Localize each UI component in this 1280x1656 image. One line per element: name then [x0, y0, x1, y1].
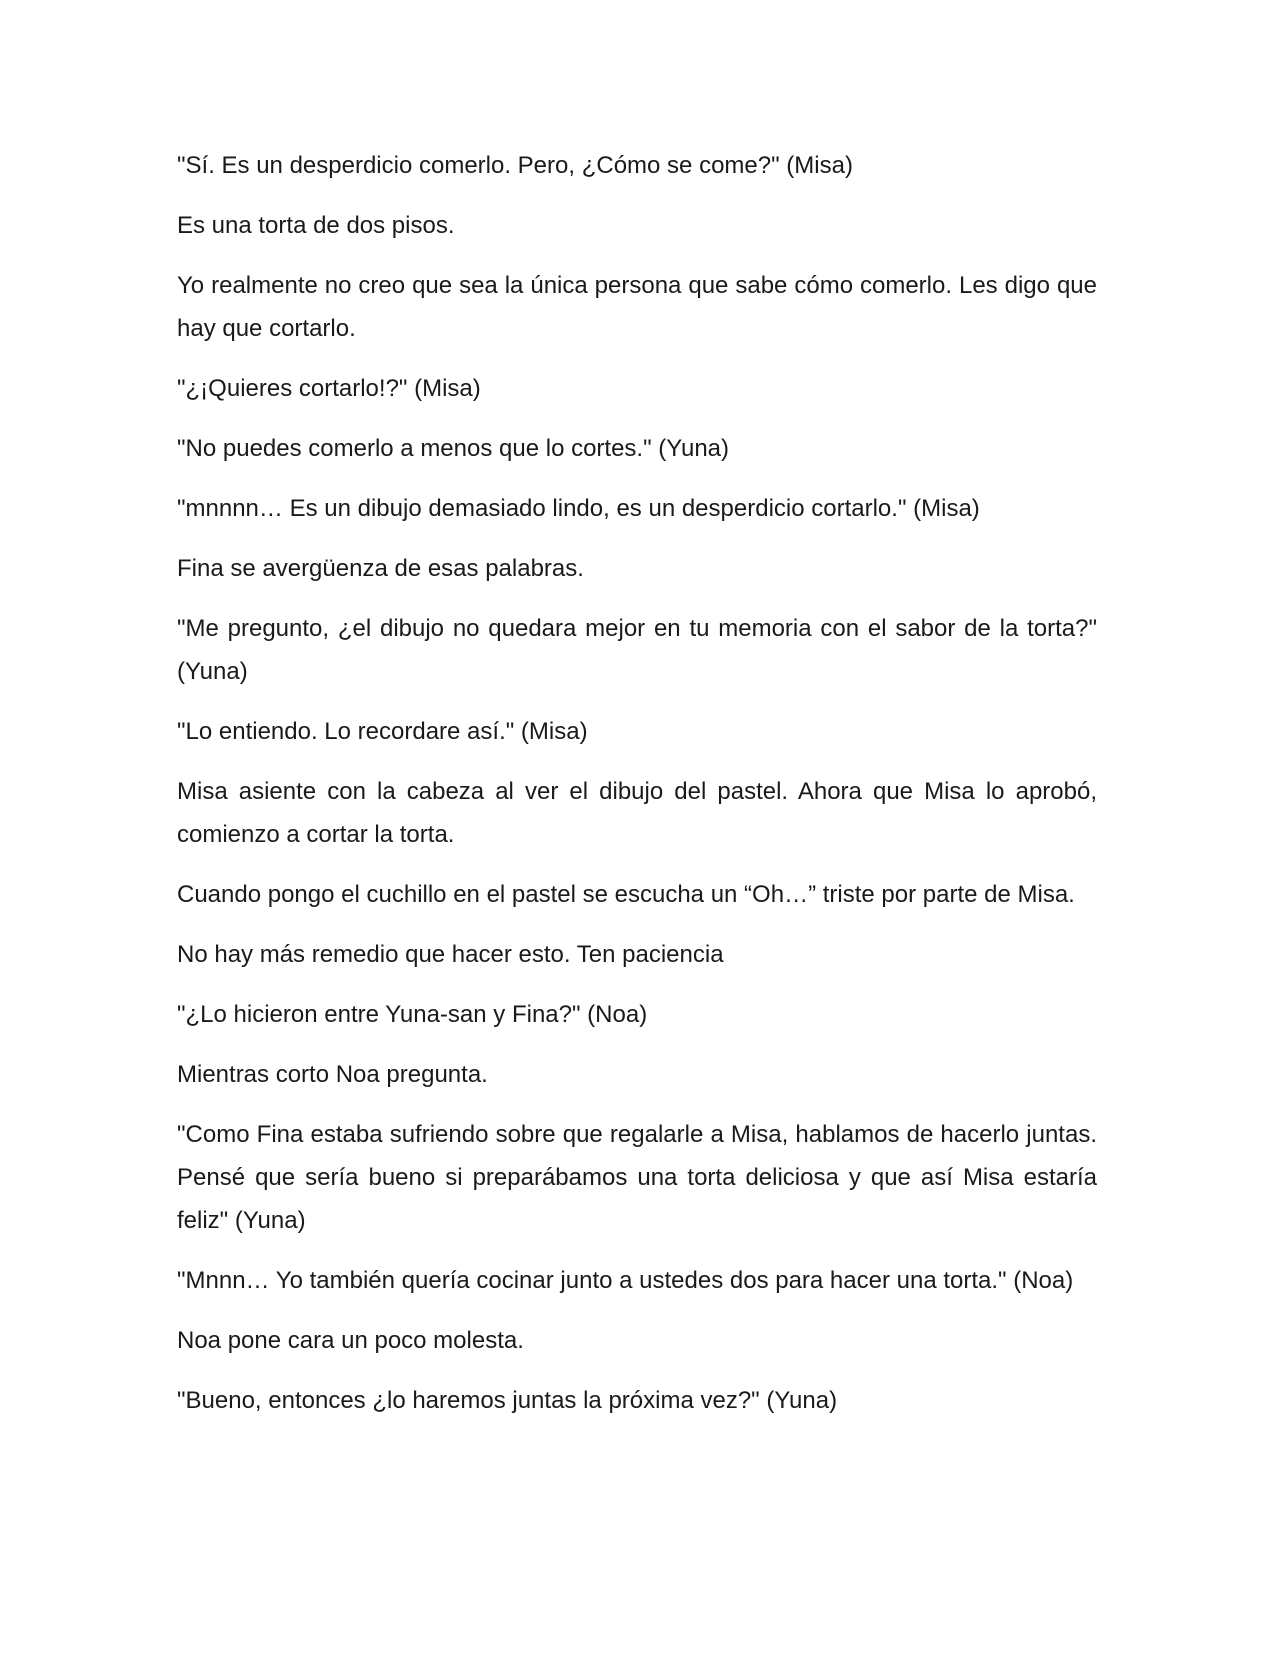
paragraph: "Lo entiendo. Lo recordare así." (Misa): [177, 718, 588, 745]
paragraph: Yo realmente no creo que sea la única persona que sabe cómo comerlo. Les digo que hay que cortarlo.: [177, 272, 1097, 342]
paragraph: Fina se avergüenza de esas palabras.: [177, 555, 584, 582]
paragraph: Cuando pongo el cuchillo en el pastel se escucha un “Oh…” triste por parte de Misa.: [177, 881, 1075, 908]
paragraph: Mientras corto Noa pregunta.: [177, 1061, 488, 1088]
paragraph: Es una torta de dos pisos.: [177, 212, 455, 239]
paragraph: "Sí. Es un desperdicio comerlo. Pero, ¿Cómo se come?" (Misa): [177, 152, 853, 179]
paragraph: No hay más remedio que hacer esto. Ten paciencia: [177, 941, 724, 968]
paragraph: Noa pone cara un poco molesta.: [177, 1327, 524, 1354]
document-body: [177, 144, 1097, 1439]
paragraph: "Bueno, entonces ¿lo haremos juntas la próxima vez?" (Yuna): [177, 1387, 838, 1414]
paragraph: "No puedes comerlo a menos que lo cortes." (Yuna): [177, 435, 729, 462]
paragraph: "¿¡Quieres cortarlo!?" (Misa): [177, 375, 481, 402]
paragraph: Misa asiente con la cabeza al ver el dibujo del pastel. Ahora que Misa lo aprobó, comienzo a cortar la torta.: [177, 778, 1097, 848]
paragraph: "Me pregunto, ¿el dibujo no quedara mejor en tu memoria con el sabor de la torta?" (Yuna): [177, 615, 1097, 685]
paragraph: "Como Fina estaba sufriendo sobre que regalarle a Misa, hablamos de hacerlo juntas. Pensé que sería bueno si preparábamos una torta deliciosa y que así Misa estaría feliz" (Yuna): [177, 1121, 1097, 1234]
paragraph: "Mnnn… Yo también quería cocinar junto a ustedes dos para hacer una torta." (Noa): [177, 1267, 1074, 1294]
paragraph: "¿Lo hicieron entre Yuna-san y Fina?" (Noa): [177, 1001, 648, 1028]
paragraph: "mnnnn… Es un dibujo demasiado lindo, es un desperdicio cortarlo." (Misa): [177, 495, 980, 522]
